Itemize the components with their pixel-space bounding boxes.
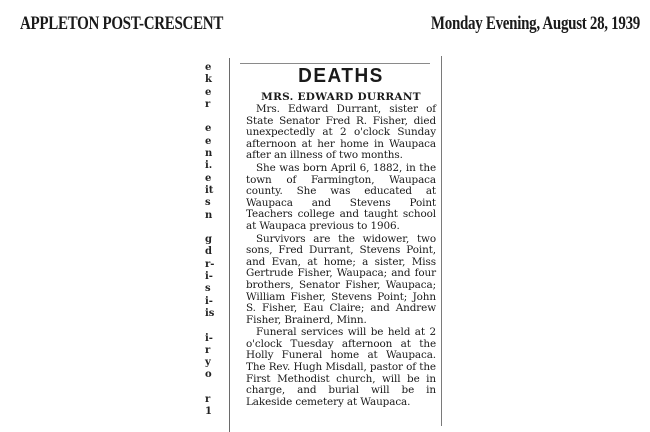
margin-fragment: s — [205, 283, 211, 295]
margin-fragment: e — [205, 135, 212, 147]
margin-fragment — [205, 111, 225, 123]
column-rule-top — [240, 63, 430, 64]
margin-fragment: r- — [205, 258, 215, 270]
margin-fragment: r — [205, 394, 211, 406]
margin-fragment: e — [205, 62, 212, 73]
margin-fragment: n — [205, 209, 213, 221]
article-paragraph: Funeral services will be held at 2 o'clock Tuesday afternoon at the Holly Funeral home at Waupaca. The Rev. Hugh Misdall, pastor of the First Methodist church, will be in charge, and burial will be in Lakeside cemetery at Waupaca. — [246, 326, 436, 408]
article-paragraph: She was born April 6, 1882, in the town of Farmington, Waupaca county. She was educated at Waupaca and Stevens Point Teachers college and taught school at Waupaca previous to 1906. — [246, 161, 436, 232]
article-paragraph: Mrs. Edward Durrant, sister of State Senator Fred R. Fisher, died unexpectedly at 2 o'clock Sunday afternoon at her home in Waupaca after an illness of two months. — [246, 103, 436, 162]
margin-fragment: i- — [205, 332, 213, 344]
margin-fragment: e — [205, 172, 212, 184]
margin-fragment: 1 — [205, 406, 212, 418]
margin-fragment: y — [205, 357, 211, 369]
column-rule-right — [441, 56, 442, 426]
newspaper-name: APPLETON POST-CRESCENT — [20, 14, 224, 34]
margin-fragment: i. — [205, 160, 213, 172]
margin-fragment: e — [205, 86, 212, 98]
margin-fragment: o — [205, 369, 212, 381]
article-paragraph: Survivors are the widower, two sons, Fred Durrant, Stevens Point, and Evan, at home; a sister, Miss Gertrude Fisher, Waupaca; and four brothers, Senator Fisher, Waupaca; William Fisher, Stevens Point; John S. Fisher, Eau Claire; and Andrew Fisher, Brainerd, Minn. — [246, 232, 436, 326]
margin-fragment: r — [205, 344, 211, 356]
obituary-article — [246, 66, 436, 409]
margin-fragment: d — [205, 246, 212, 258]
margin-fragment: e — [205, 123, 212, 135]
margin-fragment — [205, 320, 225, 332]
margin-fragment: is — [205, 307, 215, 319]
margin-fragment: r — [205, 98, 211, 110]
obituary-name: MRS. EDWARD DURRANT — [261, 91, 421, 103]
margin-fragment: s — [205, 197, 211, 209]
margin-fragment — [205, 382, 225, 394]
margin-fragment: i- — [205, 295, 213, 307]
section-heading: DEATHS — [298, 65, 384, 88]
margin-fragment: g — [205, 234, 212, 246]
margin-fragment — [205, 222, 225, 234]
margin-fragment: k — [205, 74, 212, 86]
adjacent-column-fragments — [205, 62, 225, 419]
margin-fragment: it — [205, 184, 214, 196]
margin-fragment: i- — [205, 271, 213, 283]
edition-date: Monday Evening, August 28, 1939 — [430, 14, 640, 34]
margin-fragment: n — [205, 148, 213, 160]
column-rule-left — [229, 58, 230, 432]
